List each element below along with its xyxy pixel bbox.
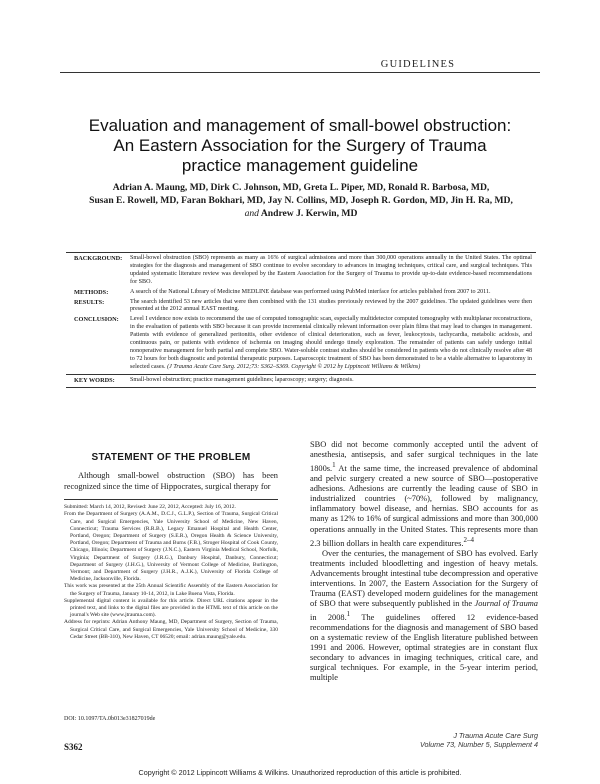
abstract-label: RESULTS: xyxy=(74,298,105,306)
abstract-label: METHODS: xyxy=(74,288,109,296)
author-name: Andrew J. Kerwin, MD xyxy=(260,208,358,219)
abstract-text: A search of the National Library of Medicine MEDLINE database was performed using PubMed interface for articles published from 2007 to 2011. xyxy=(130,288,491,295)
reference-sup: 1 xyxy=(346,610,351,619)
abstract xyxy=(66,252,536,388)
footnote: Submitted: March 14, 2012, Revised: June 22, 2012, Accepted: July 16, 2012. xyxy=(64,504,236,511)
footnotes xyxy=(64,504,278,641)
text-run: At the same time, the increased prevalence of abdominal and pelvic surgery created a new source of SBO—postoperative adhesions. Adhesions are currently the leading cause of SBO in industrialized countries (~70%), followed by malignancy, inflammatory bowel disease, and hernias. SBO accounts for as many as 12% to 16% of surgical admissions and more than 300,000 operations annually in the United States. This represents more than 2.3 billion dollars in health care expenditures. xyxy=(310,463,538,548)
journal-reference xyxy=(420,731,538,749)
footnote: From the Department of Surgery (A.A.M., D.C.J., G.L.P.), Section of Trauma, Surgical Critical Care, and Surgical Emergencies, Yale University School of Medicine, New Haven, Connecticut; Trauma Services (R.R.B.), Legacy Emanuel Hospital and Health Center, Portland, Oregon; Department of Surgery (S.E.R.), Oregon Health & Science University, Portland, Oregon; Department of Trauma and Burns (F.B.), Stroger Hospital of Cook County, Chicago, Illinois; Department of Surgery (J.N.C.), Eastern Virginia Medical School, Norfolk, Virginia; Department of Surgery (J.R.G.), Danbury Hospital, Danbury, Connecticut; Department of Surgery (J.H.G.), University of Vermont College of Medicine, Burlington, Vermont; and Department of Surgery (J.H.R., A.J.K.), University of Florida College of Medicine, Jacksonville, Florida. xyxy=(64,511,278,583)
text-run: Over the centuries, the management of SBO has evolved. Early treatments included bloodletting and ingestion of heavy metals. Advancements brought intestinal tube decompression and operative interventions. In 2007, the Eastern Association for the Surgery of Trauma (EAST) developed modern guidelines for the management of SBO that were subsequently published in the xyxy=(310,548,538,608)
author-line: Susan E. Rowell, MD, Faran Bokhari, MD, Jay N. Collins, MD, Joseph R. Gordon, MD, Jin H. Ra, MD, xyxy=(89,195,513,206)
abstract-label: CONCLUSION: xyxy=(74,316,119,324)
intro-paragraph: Although small-bowel obstruction (SBO) has been recognized since the time of Hippocrates, surgical therapy for xyxy=(64,471,278,491)
abstract-conclusion xyxy=(66,314,536,371)
reference-sup: 2–4 xyxy=(463,535,474,544)
body-paragraph xyxy=(310,440,538,549)
abstract-text: The search identified 53 new articles that were then combined with the 131 studies previously reviewed by the 2007 guidelines. The updated guidelines were then presented at the 2012 annual EAST meeting. xyxy=(130,298,532,313)
author-line xyxy=(66,207,536,220)
abstract-text: Small-bowel obstruction; practice management guidelines; laparoscopy; surgery; diagnosis. xyxy=(130,376,354,383)
footnote: Supplemental digital content is available for this article. Direct URL citations appear in the printed text, and links to the digital files are provided in the HTML text of this article on the journal's Web site (www.jtrauma.com). xyxy=(64,597,278,619)
conclusion-body: Level I evidence now exists to recommend the use of computed tomographic scan, especially multidetector computed tomography with multiplanar reconstructions, in the evaluation of patients with SBO because it can provide incremental clinically relevant information over plain films that may lead to changes in management. Patients with evidence of generalized peritonitis, other evidence of clinical deterioration, such as fever, leukocytosis, tachycardia, metabolic acidosis, and continuous pain, or patients with evidence of ischemia on imaging should undergo timely exploration. The remainder of patients can safely undergo initial nonoperative management for both partial and complete SBO. Water-soluble contrast studies should be considered in patients who do not clinically resolve after 48 to 72 hours for both diagnostic and potential therapeutic purposes. Laparoscopic treatment of SBO has been demonstrated to be a viable alternative to laparotomy in selected cases. xyxy=(130,316,532,370)
right-column xyxy=(310,440,538,684)
journal-title: J Trauma Acute Care Surg xyxy=(453,731,538,740)
abstract-methods xyxy=(66,287,536,297)
title-line: An Eastern Association for the Surgery of Trauma xyxy=(113,136,487,155)
header-rule xyxy=(60,72,540,73)
footnote-rule xyxy=(64,499,278,500)
footnote: This work was presented at the 25th Annual Scientific Assembly of the Eastern Association for the Surgery of Trauma, January 10-14, 2012, in Lake Buena Vista, Florida. xyxy=(64,583,278,597)
reference-sup: 1 xyxy=(332,461,336,470)
abstract-text xyxy=(130,316,536,371)
section-label: GUIDELINES xyxy=(380,59,456,70)
abstract-results xyxy=(66,297,536,315)
text-run: SBO did not become commonly accepted until the advent of anesthesia, antisepsis, and safer surgical techniques in the late 1800s. xyxy=(310,440,538,473)
author-list xyxy=(66,181,536,220)
article-title xyxy=(70,116,530,176)
page-number: S362 xyxy=(64,742,83,752)
journal-volume: Volume 73, Number 5, Supplement 4 xyxy=(420,740,538,749)
abstract-citation: (J Trauma Acute Care Surg. 2012;73: S362–S369. Copyright © 2012 by Lippincott Williams & Wilkins) xyxy=(167,363,421,370)
author-conjunction: and xyxy=(244,208,259,219)
title-line: Evaluation and management of small-bowel obstruction: xyxy=(88,116,512,135)
journal-name: Journal of Trauma xyxy=(474,599,538,608)
abstract-text: Small-bowel obstruction (SBO) represents as many as 16% of surgical admissions and more than 300,000 operations annually in the United States. The optimal strategies for the diagnosis and management of SBO continue to evolve secondary to advances in imaging techniques, critical care, and surgical techniques. This updated systematic literature review was developed by the Eastern Association for the Surgery of Trauma to provide up-to-date evidence-based recommendations for SBO. xyxy=(130,255,532,285)
body-paragraph xyxy=(310,549,538,684)
left-column xyxy=(64,452,278,641)
abstract-label: KEY WORDS: xyxy=(74,376,115,384)
title-line: practice management guideline xyxy=(181,156,419,175)
footnote: Address for reprints: Adrian Anthony Maung, MD, Department of Surgery, Section of Trauma, Surgical Critical Care, and Surgical Emergencies, Yale University School of Medicine, 330 Cedar Street (BB-310), New Haven, CT 06520; email: adrian.maung@yale.edu. xyxy=(64,619,278,640)
abstract-label: BACKGROUND: xyxy=(74,255,123,262)
abstract-keywords xyxy=(66,374,536,387)
section-heading: STATEMENT OF THE PROBLEM xyxy=(91,452,251,463)
abstract-background xyxy=(66,253,536,287)
text-run: The guidelines offered 12 evidence-based recommendations for the diagnosis and management of SBO based on a systematic review of the English literature published between 1991 and 2006. However, optimal strategies are in constant flux secondary to advances in imaging techniques, critical care, and surgical techniques. For example, in the 5-year interim period, multiple xyxy=(310,612,539,683)
copyright-notice: Copyright © 2012 Lippincott Williams & Wilkins. Unauthorized reproduction of this article is prohibited. xyxy=(138,768,462,777)
text-run: in 2008. xyxy=(310,612,347,622)
doi: DOI: 10.1097/TA.0b013e31827019de xyxy=(64,716,156,722)
author-line: Adrian A. Maung, MD, Dirk C. Johnson, MD, Greta L. Piper, MD, Ronald R. Barbosa, MD, xyxy=(112,182,490,193)
